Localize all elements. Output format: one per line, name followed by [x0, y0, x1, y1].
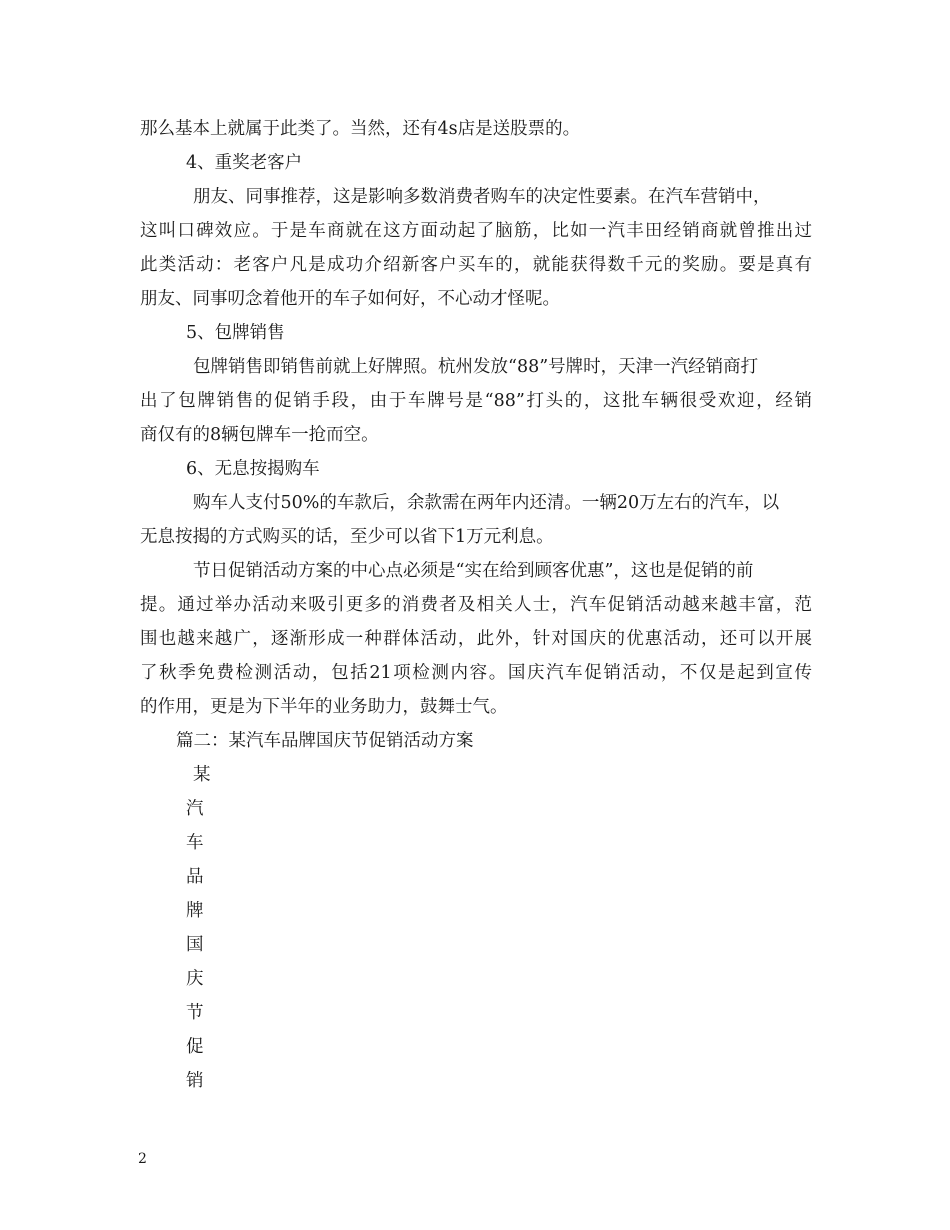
paragraph-line: 朋友、同事叨念着他开的车子如何好，不心动才怪呢。 [140, 289, 560, 309]
paragraph-line: 节日促销活动方案的中心点必须是“实在给到顾客优惠”，这也是促销的前 [193, 561, 754, 581]
paragraph-line: 购车人支付50%的车款后，余款需在两年内还清。一辆20万左右的汽车，以 [193, 493, 780, 513]
vertical-title-char: 促 [186, 1037, 204, 1057]
vertical-title-char: 车 [186, 833, 204, 853]
section-title: 篇二：某汽车品牌国庆节促销活动方案 [176, 731, 474, 751]
paragraph-line: 那么基本上就属于此类了。当然，还有4s店是送股票的。 [140, 119, 581, 139]
paragraph-line: 此类活动：老客户凡是成功介绍新客户买车的，就能获得数千元的奖励。要是真有 [140, 255, 812, 275]
vertical-title-char: 国 [186, 935, 204, 955]
paragraph-line: 无息按揭的方式购买的话，至少可以省下1万元利息。 [140, 527, 554, 547]
paragraph-line: 这叫口碑效应。于是车商就在这方面动起了脑筋，比如一汽丰田经销商就曾推出过 [140, 221, 812, 241]
section-heading: 5、包牌销售 [186, 323, 285, 343]
vertical-title-char: 节 [186, 1003, 204, 1023]
paragraph-line: 朋友、同事推荐，这是影响多数消费者购车的决定性要素。在汽车营销中， [193, 187, 771, 207]
vertical-title-char: 某 [193, 765, 211, 785]
vertical-title-char: 品 [186, 867, 204, 887]
paragraph-line: 商仅有的8辆包牌车一抢而空。 [140, 425, 379, 445]
paragraph-line: 的作用，更是为下半年的业务助力，鼓舞士气。 [140, 697, 508, 717]
section-heading: 4、重奖老客户 [186, 153, 303, 173]
vertical-title-char: 牌 [186, 901, 204, 921]
paragraph-line: 出了包牌销售的促销手段，由于车牌号是“88”打头的，这批车辆很受欢迎，经销 [140, 391, 812, 411]
page-number: 2 [138, 1151, 147, 1167]
paragraph-line: 了秋季免费检测活动，包括21项检测内容。国庆汽车促销活动，不仅是起到宣传 [140, 663, 812, 683]
paragraph-line: 包牌销售即销售前就上好牌照。杭州发放“88”号牌时，天津一汽经销商打 [193, 357, 759, 377]
section-heading: 6、无息按揭购车 [186, 459, 320, 479]
paragraph-line: 提。通过举办活动来吸引更多的消费者及相关人士，汽车促销活动越来越丰富，范 [140, 595, 812, 615]
vertical-title-char: 销 [186, 1071, 204, 1091]
vertical-title-char: 汽 [186, 799, 204, 819]
paragraph-line: 围也越来越广，逐渐形成一种群体活动，此外，针对国庆的优惠活动，还可以开展 [140, 629, 812, 649]
vertical-title-char: 庆 [186, 969, 204, 989]
